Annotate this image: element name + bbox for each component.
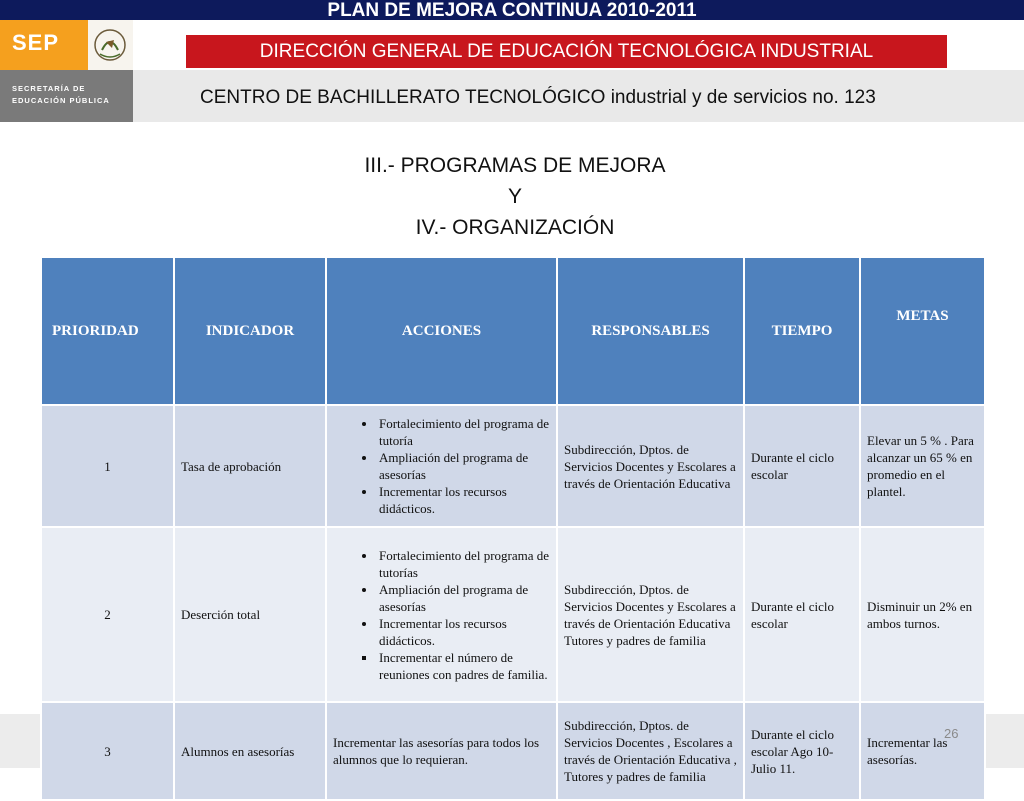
header-tiempo: TIEMPO — [744, 257, 860, 405]
cell-prioridad: 3 — [41, 702, 174, 800]
section-title-line1: III.- PROGRAMAS DE MEJORA — [364, 154, 666, 177]
cell-acciones — [326, 405, 557, 527]
sep-logo-caption-line1: SECRETARÍA DE — [12, 84, 86, 93]
acciones-list — [333, 415, 550, 517]
list-item: • Incrementar los recursos didácticos. — [377, 615, 550, 649]
cell-prioridad: 2 — [41, 527, 174, 702]
cell-acciones — [326, 527, 557, 702]
school-name: CENTRO DE BACHILLERATO TECNOLÓGICO industrial y de servicios no. 123 — [200, 87, 876, 108]
header-metas: METAS — [860, 257, 985, 405]
directorate-banner: DIRECCIÓN GENERAL DE EDUCACIÓN TECNOLÓGICA INDUSTRIAL — [186, 35, 947, 68]
list-item: • Fortalecimiento del programa de tutorías — [377, 547, 550, 581]
document-top-title: PLAN DE MEJORA CONTINUA 2010-2011 — [327, 0, 697, 21]
cell-prioridad: 1 — [41, 405, 174, 527]
header-prioridad: PRIORIDAD — [41, 257, 174, 405]
cell-tiempo: Durante el ciclo escolar — [744, 527, 860, 702]
cell-indicador: Tasa de aprobación — [174, 405, 326, 527]
list-item: ▪ Incrementar el número de reuniones con padres de familia. — [377, 649, 550, 683]
header-acciones: ACCIONES — [326, 257, 557, 405]
table-row — [41, 405, 985, 527]
sep-logo-orange-block — [0, 20, 88, 70]
cell-metas: Elevar un 5 % . Para alcanzar un 65 % en promedio en el plantel. — [860, 405, 985, 527]
table-header-row — [41, 257, 985, 405]
list-item: • Fortalecimiento del programa de tutoría — [377, 415, 550, 449]
list-item: • Ampliación del programa de asesorías — [377, 581, 550, 615]
document-top-title-bar — [0, 0, 1024, 20]
sep-logo-caption-line2: EDUCACIÓN PÚBLICA — [12, 96, 110, 105]
cell-tiempo: Durante el ciclo escolar Ago 10-Julio 11. — [744, 702, 860, 800]
improvement-plan-table — [40, 256, 986, 801]
table-row — [41, 527, 985, 702]
cell-indicador: Deserción total — [174, 527, 326, 702]
cell-tiempo: Durante el ciclo escolar — [744, 405, 860, 527]
sep-logo-caption — [0, 70, 133, 122]
list-item: • Incrementar los recursos didácticos. — [377, 483, 550, 517]
cell-metas: Disminuir un 2% en ambos turnos. — [860, 527, 985, 702]
table-row — [41, 702, 985, 800]
section-title-line3: IV.- ORGANIZACIÓN — [415, 216, 615, 239]
header-responsables: RESPONSABLES — [557, 257, 744, 405]
cell-acciones: Incrementar las asesorías para todos los alumnos que lo requieran. — [326, 702, 557, 800]
national-seal-icon — [88, 20, 133, 70]
list-item: • Ampliación del programa de asesorías — [377, 449, 550, 483]
acciones-list — [333, 547, 550, 683]
sep-logo — [0, 20, 133, 122]
header-indicador: INDICADOR — [174, 257, 326, 405]
section-title — [300, 150, 730, 243]
cell-responsables: Subdirección, Dptos. de Servicios Docentes y Escolares a través de Orientación Educativa Tutores y padres de familia — [557, 527, 744, 702]
section-title-line2: Y — [507, 185, 522, 208]
cell-metas: Incrementar las asesorías. — [860, 702, 985, 800]
page-number: 26 — [944, 726, 959, 741]
cell-indicador: Alumnos en asesorías — [174, 702, 326, 800]
sep-logo-text: SEP — [12, 30, 60, 55]
cell-responsables: Subdirección, Dptos. de Servicios Docentes y Escolares a través de Orientación Educativa — [557, 405, 744, 527]
cell-responsables: Subdirección, Dptos. de Servicios Docentes , Escolares a través de Orientación Educativa , Tutores y padres de familia — [557, 702, 744, 800]
